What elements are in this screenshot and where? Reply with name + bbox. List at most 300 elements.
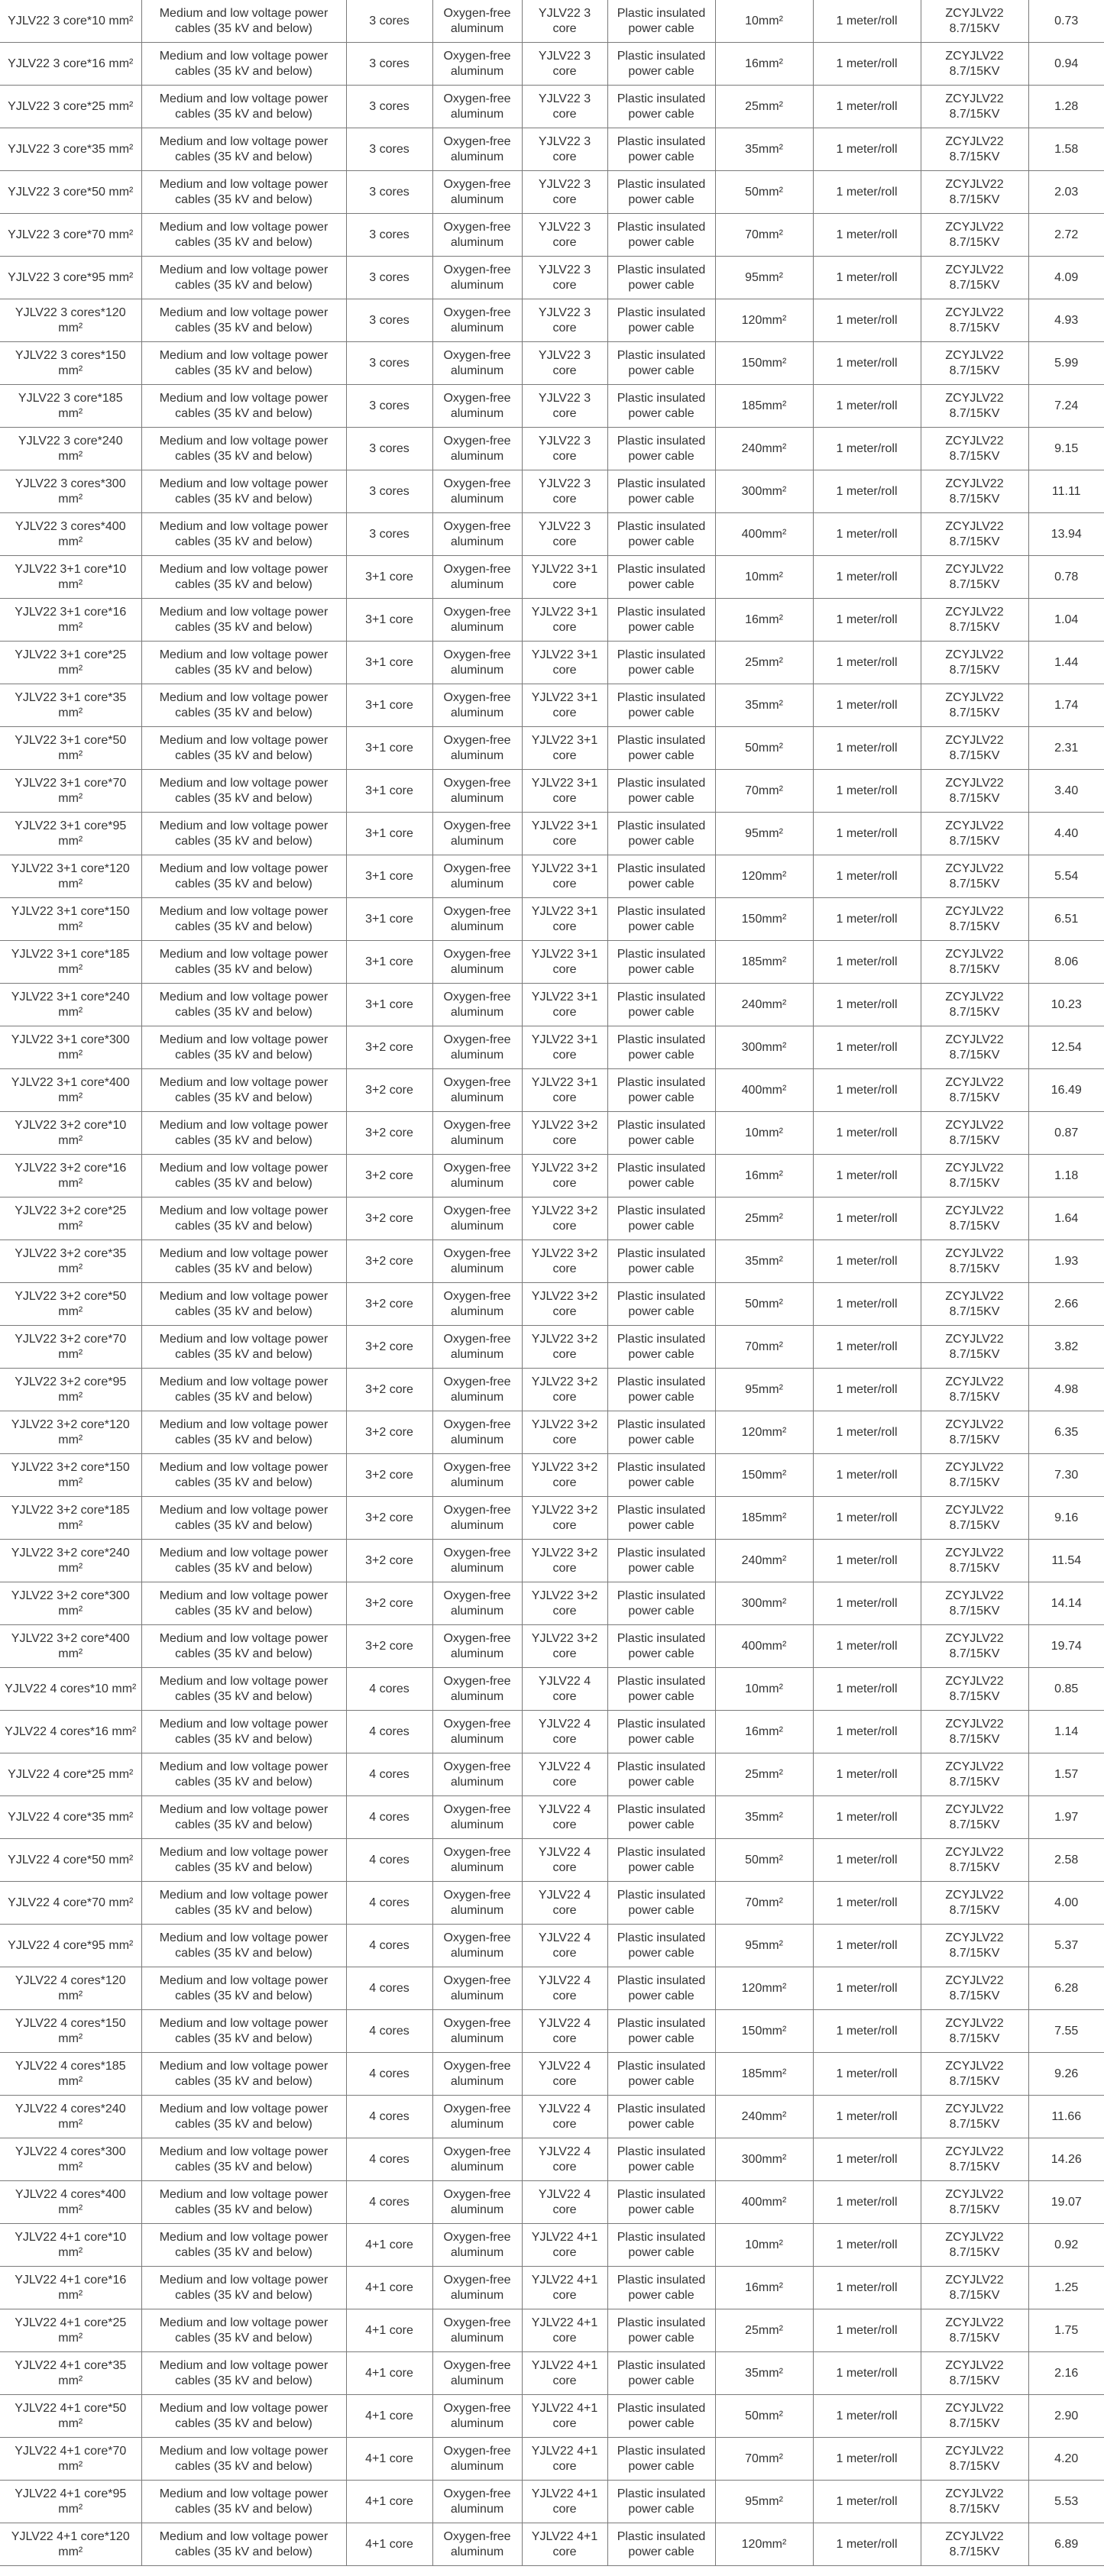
- table-row: [0, 214, 1104, 257]
- cell-cable-type: Plastic insulated power cable: [607, 2181, 715, 2224]
- cell-cross-section: 400mm²: [715, 513, 813, 556]
- cell-series: YJLV22 3+1 core: [522, 1026, 607, 1069]
- cell-category: Medium and low voltage power cables (35 kV and below): [141, 984, 346, 1026]
- cell-category: Medium and low voltage power cables (35 kV and below): [141, 855, 346, 898]
- cell-conductor: Oxygen-free aluminum: [432, 1283, 522, 1326]
- cell-model: YJLV22 3+1 core*150 mm²: [0, 898, 141, 941]
- cell-cable-type: Plastic insulated power cable: [607, 2138, 715, 2181]
- cell-spec-code: ZCYJLV22 8.7/15KV: [921, 984, 1028, 1026]
- cell-series: YJLV22 4 core: [522, 1711, 607, 1753]
- table-row: [0, 1198, 1104, 1240]
- cell-spec-code: ZCYJLV22 8.7/15KV: [921, 1283, 1028, 1326]
- cell-category: Medium and low voltage power cables (35 kV and below): [141, 86, 346, 128]
- cell-series: YJLV22 4+1 core: [522, 2352, 607, 2395]
- table-row: [0, 2181, 1104, 2224]
- cell-packaging: 1 meter/roll: [813, 428, 921, 470]
- cell-spec-code: ZCYJLV22 8.7/15KV: [921, 1454, 1028, 1497]
- cell-spec-code: ZCYJLV22 8.7/15KV: [921, 1925, 1028, 1967]
- cell-cable-type: Plastic insulated power cable: [607, 855, 715, 898]
- cell-cable-type: Plastic insulated power cable: [607, 1198, 715, 1240]
- cell-category: Medium and low voltage power cables (35 kV and below): [141, 2053, 346, 2096]
- cell-model: YJLV22 4+1 core*35 mm²: [0, 2352, 141, 2395]
- cell-cable-type: Plastic insulated power cable: [607, 1711, 715, 1753]
- cell-cable-type: Plastic insulated power cable: [607, 1326, 715, 1369]
- cell-core-count: 3+2 core: [346, 1497, 432, 1540]
- table-row: [0, 684, 1104, 727]
- cell-core-count: 3 cores: [346, 470, 432, 513]
- cell-packaging: 1 meter/roll: [813, 1882, 921, 1925]
- cell-category: Medium and low voltage power cables (35 kV and below): [141, 43, 346, 86]
- cell-model: YJLV22 3 core*240 mm²: [0, 428, 141, 470]
- cell-series: YJLV22 3+1 core: [522, 984, 607, 1026]
- cell-value: 0.85: [1028, 1668, 1104, 1711]
- cell-spec-code: ZCYJLV22 8.7/15KV: [921, 727, 1028, 770]
- cell-cable-type: Plastic insulated power cable: [607, 1582, 715, 1625]
- cell-category: Medium and low voltage power cables (35 kV and below): [141, 1839, 346, 1882]
- cell-packaging: 1 meter/roll: [813, 2481, 921, 2523]
- cell-conductor: Oxygen-free aluminum: [432, 1155, 522, 1198]
- cell-core-count: 3+2 core: [346, 1326, 432, 1369]
- cell-category: Medium and low voltage power cables (35 kV and below): [141, 1796, 346, 1839]
- cell-model: YJLV22 3+1 core*400 mm²: [0, 1069, 141, 1112]
- cell-packaging: 1 meter/roll: [813, 1839, 921, 1882]
- cell-model: YJLV22 3+2 core*35 mm²: [0, 1240, 141, 1283]
- table-row: [0, 941, 1104, 984]
- cell-core-count: 3+2 core: [346, 1540, 432, 1582]
- table-row: [0, 1069, 1104, 1112]
- cell-series: YJLV22 3+1 core: [522, 813, 607, 855]
- cell-spec-code: ZCYJLV22 8.7/15KV: [921, 2395, 1028, 2438]
- cell-spec-code: ZCYJLV22 8.7/15KV: [921, 2181, 1028, 2224]
- cell-cable-type: Plastic insulated power cable: [607, 1069, 715, 1112]
- cell-cable-type: Plastic insulated power cable: [607, 0, 715, 43]
- cell-spec-code: ZCYJLV22 8.7/15KV: [921, 2138, 1028, 2181]
- cell-cable-type: Plastic insulated power cable: [607, 1155, 715, 1198]
- cell-spec-code: ZCYJLV22 8.7/15KV: [921, 599, 1028, 642]
- cell-packaging: 1 meter/roll: [813, 1155, 921, 1198]
- cell-cross-section: 25mm²: [715, 1198, 813, 1240]
- cell-core-count: 4 cores: [346, 2096, 432, 2138]
- cell-model: YJLV22 4 core*95 mm²: [0, 1925, 141, 1967]
- cell-model: YJLV22 3 core*25 mm²: [0, 86, 141, 128]
- cell-value: 1.18: [1028, 1155, 1104, 1198]
- cell-series: YJLV22 3+2 core: [522, 1411, 607, 1454]
- cell-cross-section: 120mm²: [715, 2523, 813, 2566]
- cell-packaging: 1 meter/roll: [813, 941, 921, 984]
- cell-spec-code: ZCYJLV22 8.7/15KV: [921, 428, 1028, 470]
- cell-core-count: 3 cores: [346, 86, 432, 128]
- cell-value: 7.24: [1028, 385, 1104, 428]
- cell-model: YJLV22 4+1 core*50 mm²: [0, 2395, 141, 2438]
- cell-cross-section: 50mm²: [715, 1839, 813, 1882]
- cell-packaging: 1 meter/roll: [813, 2395, 921, 2438]
- table-row: [0, 86, 1104, 128]
- cell-packaging: 1 meter/roll: [813, 86, 921, 128]
- cell-cross-section: 240mm²: [715, 984, 813, 1026]
- cell-core-count: 4 cores: [346, 2138, 432, 2181]
- cell-core-count: 3+2 core: [346, 1625, 432, 1668]
- table-row: [0, 556, 1104, 599]
- cell-cable-type: Plastic insulated power cable: [607, 342, 715, 385]
- cell-cable-type: Plastic insulated power cable: [607, 2309, 715, 2352]
- cell-series: YJLV22 3+2 core: [522, 1497, 607, 1540]
- cell-packaging: 1 meter/roll: [813, 2224, 921, 2267]
- cell-cross-section: 25mm²: [715, 642, 813, 684]
- cell-value: 11.11: [1028, 470, 1104, 513]
- cell-spec-code: ZCYJLV22 8.7/15KV: [921, 128, 1028, 171]
- cell-model: YJLV22 4 cores*150 mm²: [0, 2010, 141, 2053]
- cell-conductor: Oxygen-free aluminum: [432, 2267, 522, 2309]
- cell-model: YJLV22 3+2 core*16 mm²: [0, 1155, 141, 1198]
- cell-spec-code: ZCYJLV22 8.7/15KV: [921, 1155, 1028, 1198]
- cell-conductor: Oxygen-free aluminum: [432, 171, 522, 214]
- cell-conductor: Oxygen-free aluminum: [432, 2224, 522, 2267]
- cell-packaging: 1 meter/roll: [813, 1240, 921, 1283]
- cell-category: Medium and low voltage power cables (35 kV and below): [141, 2438, 346, 2481]
- cell-cross-section: 50mm²: [715, 727, 813, 770]
- cell-conductor: Oxygen-free aluminum: [432, 556, 522, 599]
- cell-cross-section: 150mm²: [715, 342, 813, 385]
- cell-category: Medium and low voltage power cables (35 kV and below): [141, 1625, 346, 1668]
- table-row: [0, 2138, 1104, 2181]
- cell-value: 19.07: [1028, 2181, 1104, 2224]
- cell-cable-type: Plastic insulated power cable: [607, 128, 715, 171]
- cell-packaging: 1 meter/roll: [813, 1796, 921, 1839]
- cell-packaging: 1 meter/roll: [813, 470, 921, 513]
- cell-packaging: 1 meter/roll: [813, 1753, 921, 1796]
- cell-conductor: Oxygen-free aluminum: [432, 642, 522, 684]
- cell-cross-section: 10mm²: [715, 1668, 813, 1711]
- cell-cross-section: 50mm²: [715, 171, 813, 214]
- cell-cable-type: Plastic insulated power cable: [607, 2523, 715, 2566]
- cell-cross-section: 16mm²: [715, 599, 813, 642]
- table-row: [0, 385, 1104, 428]
- cell-series: YJLV22 3+1 core: [522, 941, 607, 984]
- cell-model: YJLV22 3+2 core*240 mm²: [0, 1540, 141, 1582]
- cell-packaging: 1 meter/roll: [813, 1198, 921, 1240]
- cell-model: YJLV22 3+2 core*25 mm²: [0, 1198, 141, 1240]
- cell-cross-section: 35mm²: [715, 1240, 813, 1283]
- cell-model: YJLV22 3 cores*120 mm²: [0, 299, 141, 342]
- cell-conductor: Oxygen-free aluminum: [432, 1582, 522, 1625]
- cell-core-count: 3 cores: [346, 428, 432, 470]
- cell-cross-section: 50mm²: [715, 2395, 813, 2438]
- cell-series: YJLV22 4+1 core: [522, 2309, 607, 2352]
- cell-series: YJLV22 3 core: [522, 43, 607, 86]
- cell-spec-code: ZCYJLV22 8.7/15KV: [921, 1796, 1028, 1839]
- table-row: [0, 43, 1104, 86]
- cell-value: 14.26: [1028, 2138, 1104, 2181]
- cell-cable-type: Plastic insulated power cable: [607, 599, 715, 642]
- cell-cable-type: Plastic insulated power cable: [607, 43, 715, 86]
- cell-conductor: Oxygen-free aluminum: [432, 1668, 522, 1711]
- table-row: [0, 2010, 1104, 2053]
- table-row: [0, 2096, 1104, 2138]
- cell-cross-section: 16mm²: [715, 2267, 813, 2309]
- cell-packaging: 1 meter/roll: [813, 2181, 921, 2224]
- cell-category: Medium and low voltage power cables (35 kV and below): [141, 1069, 346, 1112]
- cell-packaging: 1 meter/roll: [813, 1283, 921, 1326]
- cell-core-count: 3+1 core: [346, 984, 432, 1026]
- cell-packaging: 1 meter/roll: [813, 1540, 921, 1582]
- cell-spec-code: ZCYJLV22 8.7/15KV: [921, 470, 1028, 513]
- cell-category: Medium and low voltage power cables (35 kV and below): [141, 1112, 346, 1155]
- cell-conductor: Oxygen-free aluminum: [432, 43, 522, 86]
- cell-spec-code: ZCYJLV22 8.7/15KV: [921, 2267, 1028, 2309]
- cell-series: YJLV22 3+2 core: [522, 1582, 607, 1625]
- cell-core-count: 4+1 core: [346, 2438, 432, 2481]
- cell-cable-type: Plastic insulated power cable: [607, 2010, 715, 2053]
- cell-core-count: 3+2 core: [346, 1198, 432, 1240]
- cell-value: 12.54: [1028, 1026, 1104, 1069]
- cell-cable-type: Plastic insulated power cable: [607, 1967, 715, 2010]
- cell-cross-section: 120mm²: [715, 1411, 813, 1454]
- cell-spec-code: ZCYJLV22 8.7/15KV: [921, 1240, 1028, 1283]
- cell-packaging: 1 meter/roll: [813, 1497, 921, 1540]
- table-row: [0, 1369, 1104, 1411]
- cell-cross-section: 10mm²: [715, 2224, 813, 2267]
- cell-core-count: 3+2 core: [346, 1240, 432, 1283]
- cell-category: Medium and low voltage power cables (35 kV and below): [141, 642, 346, 684]
- cell-category: Medium and low voltage power cables (35 kV and below): [141, 2096, 346, 2138]
- cell-value: 1.64: [1028, 1198, 1104, 1240]
- table-row: [0, 1240, 1104, 1283]
- cell-core-count: 4 cores: [346, 1753, 432, 1796]
- cell-cable-type: Plastic insulated power cable: [607, 1668, 715, 1711]
- cell-spec-code: ZCYJLV22 8.7/15KV: [921, 86, 1028, 128]
- cell-model: YJLV22 4+1 core*70 mm²: [0, 2438, 141, 2481]
- cell-model: YJLV22 3 core*95 mm²: [0, 257, 141, 299]
- cell-category: Medium and low voltage power cables (35 kV and below): [141, 941, 346, 984]
- cell-cross-section: 300mm²: [715, 470, 813, 513]
- cell-cross-section: 185mm²: [715, 941, 813, 984]
- cell-cross-section: 50mm²: [715, 1283, 813, 1326]
- cell-series: YJLV22 3 core: [522, 470, 607, 513]
- cell-cable-type: Plastic insulated power cable: [607, 684, 715, 727]
- cell-packaging: 1 meter/roll: [813, 1369, 921, 1411]
- cell-category: Medium and low voltage power cables (35 kV and below): [141, 385, 346, 428]
- cell-core-count: 4+1 core: [346, 2481, 432, 2523]
- cell-core-count: 3+1 core: [346, 727, 432, 770]
- cell-series: YJLV22 4 core: [522, 2181, 607, 2224]
- cell-model: YJLV22 3+1 core*35 mm²: [0, 684, 141, 727]
- cell-spec-code: ZCYJLV22 8.7/15KV: [921, 1625, 1028, 1668]
- cell-spec-code: ZCYJLV22 8.7/15KV: [921, 1326, 1028, 1369]
- cell-cable-type: Plastic insulated power cable: [607, 470, 715, 513]
- cell-series: YJLV22 3 core: [522, 513, 607, 556]
- cell-cross-section: 150mm²: [715, 898, 813, 941]
- cell-cable-type: Plastic insulated power cable: [607, 1026, 715, 1069]
- cell-value: 4.09: [1028, 257, 1104, 299]
- cell-series: YJLV22 3+1 core: [522, 727, 607, 770]
- cell-category: Medium and low voltage power cables (35 kV and below): [141, 684, 346, 727]
- table-row: [0, 1582, 1104, 1625]
- cell-cable-type: Plastic insulated power cable: [607, 941, 715, 984]
- cell-conductor: Oxygen-free aluminum: [432, 1112, 522, 1155]
- cell-conductor: Oxygen-free aluminum: [432, 2138, 522, 2181]
- cell-conductor: Oxygen-free aluminum: [432, 1882, 522, 1925]
- table-row: [0, 1796, 1104, 1839]
- cell-category: Medium and low voltage power cables (35 kV and below): [141, 1155, 346, 1198]
- cell-core-count: 4+1 core: [346, 2395, 432, 2438]
- cell-category: Medium and low voltage power cables (35 kV and below): [141, 898, 346, 941]
- cell-category: Medium and low voltage power cables (35 kV and below): [141, 428, 346, 470]
- table-row: [0, 642, 1104, 684]
- cell-conductor: Oxygen-free aluminum: [432, 2181, 522, 2224]
- cell-packaging: 1 meter/roll: [813, 642, 921, 684]
- cell-model: YJLV22 4 cores*120 mm²: [0, 1967, 141, 2010]
- cell-core-count: 3 cores: [346, 171, 432, 214]
- cell-packaging: 1 meter/roll: [813, 1925, 921, 1967]
- table-row: [0, 2309, 1104, 2352]
- cell-cross-section: 240mm²: [715, 2096, 813, 2138]
- cell-conductor: Oxygen-free aluminum: [432, 684, 522, 727]
- cell-cable-type: Plastic insulated power cable: [607, 727, 715, 770]
- cell-conductor: Oxygen-free aluminum: [432, 513, 522, 556]
- table-row: [0, 1411, 1104, 1454]
- cell-conductor: Oxygen-free aluminum: [432, 1069, 522, 1112]
- cell-model: YJLV22 4+1 core*95 mm²: [0, 2481, 141, 2523]
- cell-value: 0.78: [1028, 556, 1104, 599]
- cell-cable-type: Plastic insulated power cable: [607, 1925, 715, 1967]
- cell-spec-code: ZCYJLV22 8.7/15KV: [921, 2224, 1028, 2267]
- cell-category: Medium and low voltage power cables (35 kV and below): [141, 1454, 346, 1497]
- cell-conductor: Oxygen-free aluminum: [432, 2523, 522, 2566]
- cell-cross-section: 300mm²: [715, 1026, 813, 1069]
- table-row: [0, 2352, 1104, 2395]
- cell-model: YJLV22 3+2 core*120 mm²: [0, 1411, 141, 1454]
- cell-model: YJLV22 3 core*70 mm²: [0, 214, 141, 257]
- cell-packaging: 1 meter/roll: [813, 214, 921, 257]
- cell-spec-code: ZCYJLV22 8.7/15KV: [921, 2010, 1028, 2053]
- cell-core-count: 3 cores: [346, 0, 432, 43]
- cell-value: 1.75: [1028, 2309, 1104, 2352]
- cell-packaging: 1 meter/roll: [813, 128, 921, 171]
- cell-packaging: 1 meter/roll: [813, 2267, 921, 2309]
- cell-category: Medium and low voltage power cables (35 kV and below): [141, 1326, 346, 1369]
- table-row: [0, 257, 1104, 299]
- cell-packaging: 1 meter/roll: [813, 898, 921, 941]
- cell-conductor: Oxygen-free aluminum: [432, 470, 522, 513]
- cell-spec-code: ZCYJLV22 8.7/15KV: [921, 0, 1028, 43]
- table-row: [0, 1540, 1104, 1582]
- cell-category: Medium and low voltage power cables (35 kV and below): [141, 556, 346, 599]
- cell-cross-section: 400mm²: [715, 1069, 813, 1112]
- cell-conductor: Oxygen-free aluminum: [432, 1497, 522, 1540]
- cell-packaging: 1 meter/roll: [813, 599, 921, 642]
- cell-spec-code: ZCYJLV22 8.7/15KV: [921, 1369, 1028, 1411]
- cell-cross-section: 300mm²: [715, 2138, 813, 2181]
- cell-cable-type: Plastic insulated power cable: [607, 2438, 715, 2481]
- cell-packaging: 1 meter/roll: [813, 727, 921, 770]
- cell-cross-section: 35mm²: [715, 684, 813, 727]
- cell-cross-section: 185mm²: [715, 1497, 813, 1540]
- cell-series: YJLV22 4 core: [522, 1882, 607, 1925]
- cell-spec-code: ZCYJLV22 8.7/15KV: [921, 1069, 1028, 1112]
- cell-conductor: Oxygen-free aluminum: [432, 1411, 522, 1454]
- table-row: [0, 171, 1104, 214]
- cell-core-count: 3+1 core: [346, 898, 432, 941]
- cell-series: YJLV22 4+1 core: [522, 2224, 607, 2267]
- cell-cable-type: Plastic insulated power cable: [607, 2267, 715, 2309]
- cell-series: YJLV22 4 core: [522, 1668, 607, 1711]
- table-row: [0, 2523, 1104, 2566]
- cell-spec-code: ZCYJLV22 8.7/15KV: [921, 1497, 1028, 1540]
- cell-cable-type: Plastic insulated power cable: [607, 1240, 715, 1283]
- cell-conductor: Oxygen-free aluminum: [432, 1796, 522, 1839]
- cell-cable-type: Plastic insulated power cable: [607, 642, 715, 684]
- cell-value: 6.89: [1028, 2523, 1104, 2566]
- cell-spec-code: ZCYJLV22 8.7/15KV: [921, 1540, 1028, 1582]
- cell-cable-type: Plastic insulated power cable: [607, 385, 715, 428]
- cell-cross-section: 95mm²: [715, 257, 813, 299]
- cell-packaging: 1 meter/roll: [813, 556, 921, 599]
- cell-series: YJLV22 3+1 core: [522, 770, 607, 813]
- cell-conductor: Oxygen-free aluminum: [432, 2096, 522, 2138]
- cell-packaging: 1 meter/roll: [813, 1112, 921, 1155]
- cell-series: YJLV22 4 core: [522, 2053, 607, 2096]
- cell-category: Medium and low voltage power cables (35 kV and below): [141, 1240, 346, 1283]
- cell-cross-section: 25mm²: [715, 1753, 813, 1796]
- cell-spec-code: ZCYJLV22 8.7/15KV: [921, 855, 1028, 898]
- cell-series: YJLV22 4+1 core: [522, 2481, 607, 2523]
- cell-model: YJLV22 3+1 core*240 mm²: [0, 984, 141, 1026]
- cell-core-count: 3 cores: [346, 257, 432, 299]
- cell-model: YJLV22 3+2 core*400 mm²: [0, 1625, 141, 1668]
- cell-cable-type: Plastic insulated power cable: [607, 1796, 715, 1839]
- cell-value: 4.40: [1028, 813, 1104, 855]
- cell-model: YJLV22 4+1 core*120 mm²: [0, 2523, 141, 2566]
- cell-value: 1.58: [1028, 128, 1104, 171]
- cell-value: 9.16: [1028, 1497, 1104, 1540]
- cell-spec-code: ZCYJLV22 8.7/15KV: [921, 2481, 1028, 2523]
- cell-value: 8.06: [1028, 941, 1104, 984]
- cell-cross-section: 120mm²: [715, 1967, 813, 2010]
- cell-core-count: 4 cores: [346, 1839, 432, 1882]
- cell-value: 3.40: [1028, 770, 1104, 813]
- cell-series: YJLV22 3 core: [522, 428, 607, 470]
- cell-cross-section: 35mm²: [715, 1796, 813, 1839]
- cell-series: YJLV22 3+1 core: [522, 556, 607, 599]
- cell-cable-type: Plastic insulated power cable: [607, 214, 715, 257]
- cell-value: 5.53: [1028, 2481, 1104, 2523]
- cell-value: 1.57: [1028, 1753, 1104, 1796]
- cell-category: Medium and low voltage power cables (35 kV and below): [141, 770, 346, 813]
- cell-cable-type: Plastic insulated power cable: [607, 2053, 715, 2096]
- cell-conductor: Oxygen-free aluminum: [432, 1753, 522, 1796]
- cell-series: YJLV22 3 core: [522, 257, 607, 299]
- cell-cross-section: 70mm²: [715, 1882, 813, 1925]
- cell-conductor: Oxygen-free aluminum: [432, 1925, 522, 1967]
- cell-cross-section: 240mm²: [715, 428, 813, 470]
- cell-cross-section: 70mm²: [715, 214, 813, 257]
- table-row: [0, 855, 1104, 898]
- table-row: [0, 2053, 1104, 2096]
- cell-category: Medium and low voltage power cables (35 kV and below): [141, 1198, 346, 1240]
- cell-model: YJLV22 4 cores*300 mm²: [0, 2138, 141, 2181]
- cell-spec-code: ZCYJLV22 8.7/15KV: [921, 2438, 1028, 2481]
- cell-conductor: Oxygen-free aluminum: [432, 770, 522, 813]
- cell-cable-type: Plastic insulated power cable: [607, 1625, 715, 1668]
- table-row: [0, 428, 1104, 470]
- cell-value: 6.51: [1028, 898, 1104, 941]
- cell-model: YJLV22 3 core*185 mm²: [0, 385, 141, 428]
- cell-conductor: Oxygen-free aluminum: [432, 813, 522, 855]
- cell-core-count: 3+2 core: [346, 1582, 432, 1625]
- cell-value: 2.90: [1028, 2395, 1104, 2438]
- cell-value: 1.97: [1028, 1796, 1104, 1839]
- cell-category: Medium and low voltage power cables (35 kV and below): [141, 214, 346, 257]
